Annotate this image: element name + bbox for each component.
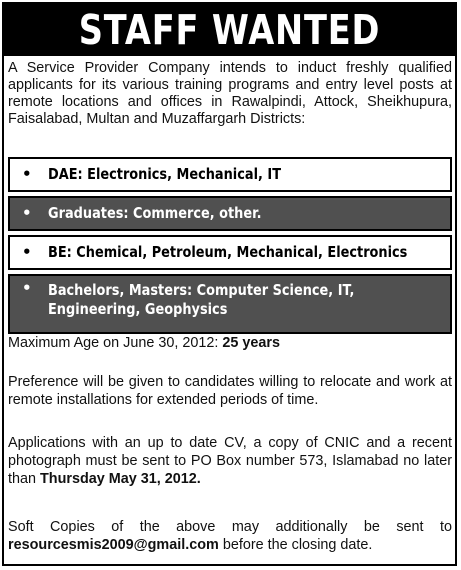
qualification-graduates — [8, 196, 452, 231]
qualification-be — [8, 235, 452, 270]
max-age-line — [8, 334, 280, 352]
preference-paragraph: Preference will be given to candidates willing to relocate and work at remote installations for extended periods of time. — [8, 374, 452, 408]
bullet-icon: • — [22, 165, 32, 183]
qualification-bachelors-masters — [8, 274, 452, 334]
deadline-date: Thursday May 31, 2012. — [40, 471, 201, 487]
max-age-value: 25 years — [222, 335, 281, 351]
qualification-label-line2: Engineering, Geophysics — [48, 300, 228, 318]
qualification-dae — [8, 157, 452, 192]
qualification-label: DAE: Electronics, Mechanical, IT — [48, 165, 281, 183]
soft-copies-text: Soft Copies of the above may additionally be sent to — [8, 519, 452, 535]
bullet-icon: • — [22, 279, 32, 297]
qualifications-list — [8, 157, 452, 338]
header-banner — [2, 2, 457, 56]
qualification-label: BE: Chemical, Petroleum, Mechanical, Electronics — [48, 243, 408, 261]
ad-title: STAFF WANTED — [78, 6, 381, 54]
contact-email: resourcesmis2009@gmail.com — [8, 537, 219, 553]
soft-copies-suffix: before the closing date. — [218, 537, 373, 553]
bullet-icon: • — [22, 243, 32, 261]
qualification-label: Graduates: Commerce, other. — [48, 204, 262, 222]
max-age-label: Maximum Age on June 30, 2012: — [8, 335, 223, 351]
applications-text: Applications with an up to date CV, a copy of CNIC and a recent photograph must be sent to PO Box number 573, Islamabad no later than — [8, 435, 452, 487]
soft-copies-paragraph — [8, 518, 452, 554]
bullet-icon: • — [22, 204, 32, 222]
qualification-label-line1: Bachelors, Masters: Computer Science, IT, — [48, 281, 355, 299]
intro-paragraph: A Service Provider Company intends to induct freshly qualified applicants for its various training programs and entry level posts at remote locations and offices in Rawalpindi, Attock, Sheikhupura, Faisalabad, Multan and Muzaffargarh Districts: — [8, 60, 452, 127]
applications-paragraph — [8, 434, 452, 488]
